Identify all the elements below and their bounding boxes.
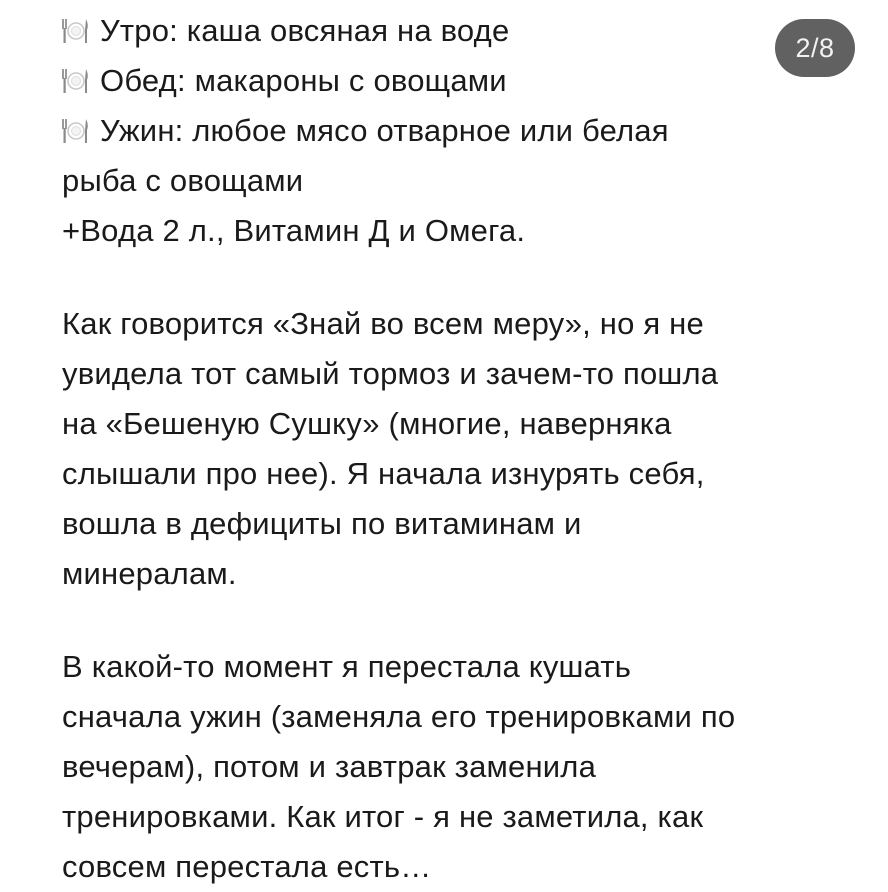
supplements-line: +Вода 2 л., Витамин Д и Омега.: [62, 213, 526, 248]
fork-knife-plate-icon: [60, 116, 90, 146]
paragraph2-line: вечерам), потом и завтрак заменила: [62, 749, 597, 784]
paragraph1-line: вошла в дефициты по витаминам и: [62, 506, 582, 541]
meal-line-dinner: [62, 106, 822, 156]
meal-text: Обед: макароны с овощами: [100, 63, 507, 98]
paragraph2-line: сначала ужин (заменяла его тренировками по: [62, 699, 736, 734]
post-text: [62, 0, 822, 892]
paragraph2-line: В какой-то момент я перестала кушать: [62, 649, 632, 684]
paragraph1-line: увидела тот самый тормоз и зачем-то пошла: [62, 356, 719, 391]
meal-text: Утро: каша овсяная на воде: [100, 13, 510, 48]
paragraph1-line: слышали про нее). Я начала изнурять себя,: [62, 456, 705, 491]
paragraph2-line: тренировками. Как итог - я не заметила, как: [62, 799, 704, 834]
meal-continuation: рыба с овощами: [62, 163, 304, 198]
paragraph1-line: минералам.: [62, 556, 237, 591]
paragraph2-line: совсем перестала есть…: [62, 849, 432, 884]
fork-knife-plate-icon: [60, 66, 90, 96]
meal-text: Ужин: любое мясо отварное или белая: [100, 113, 669, 148]
page-counter-badge: 2/8: [775, 19, 855, 77]
fork-knife-plate-icon: [60, 16, 90, 46]
meal-line-morning: [62, 6, 822, 56]
meal-line-lunch: [62, 56, 822, 106]
paragraph1-line: на «Бешеную Сушку» (многие, наверняка: [62, 406, 672, 441]
paragraph1-line: Как говорится «Знай во всем меру», но я не: [62, 306, 704, 341]
